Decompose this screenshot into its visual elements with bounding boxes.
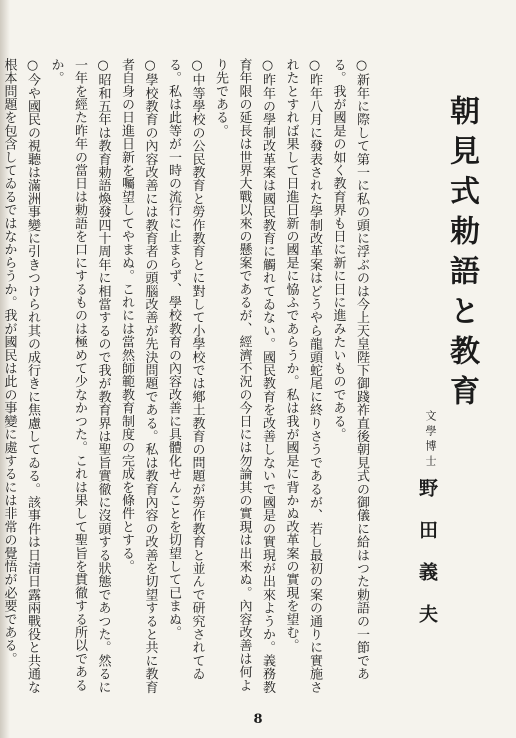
paragraph [162, 58, 209, 698]
paragraph-text: 今や國民の視聽は滿洲事變に引きつけられ其の成行きに焦慮してゐる。該事件は日清日露兩戰役と共通な根本問題を包含してゐるではなからうか。我が國民は此の事變に處するには非常の覺悟が必要である。 [1, 58, 40, 694]
paragraph-text: 中等學校の公民教育と勞作教育とに對して小學校では鄕土教育の問題が勞作教育と並んで研究されてゐる。私は此等が一時の流行に止まらず、學校教育の內容改善に具體化せんことを切望して已まぬ。 [166, 58, 205, 681]
paragraph-text: 昨年八月に發表された學制改革案はどうやら龍頭蛇尾に終りさうであるが、若し最初の案の通りに實施されたとすれば果して日進日新の國是に恊ふであらうか。私は我が國是に背かぬ改革案の實現を望む。 [283, 58, 322, 694]
bullet-mark: ○ [260, 58, 275, 74]
bullet-mark: ○ [142, 58, 158, 74]
paragraph-text: 學校教育の內容改善には教育者の頭腦改善が先決問題である。私は教育內容の改善を切望すると共に教育者自身の日進日新を囑望してやまぬ。これには當然師範教育制度の完成を條件とする。 [119, 58, 158, 694]
bullet-mark: ○ [189, 58, 205, 74]
paragraph [209, 58, 280, 698]
article-body [1, 58, 373, 698]
paragraph-text: 新年に際して第一に私の頭に浮ぶのは今上天皇陛下御踐祚直後朝見式の御儀に給はつた勅語の一節である。我が國是の如く教育界も日に新に日に進みたいものである。 [330, 58, 369, 681]
bullet-mark: ○ [354, 58, 369, 74]
paragraph [0, 58, 44, 698]
paragraph [279, 58, 326, 698]
bullet-mark: ○ [307, 58, 322, 74]
paragraph-text: 昨年の學制改革案は國民教育に觸れてゐない。國民教育を改善しないで國是の實現が出來ようか。義務教育年限の延長は世界大戰以來の懸案であるが、經濟不況の今日には勿論其の實現は出來ぬ。內容改善は何より先である。 [213, 58, 275, 694]
bullet-mark: ○ [95, 58, 111, 74]
author-degree: 文學博士 [424, 410, 437, 470]
page-number: 8 [253, 712, 263, 727]
paragraph [44, 58, 115, 698]
author-name: 野田義夫 [416, 478, 438, 646]
paragraph-text: 昭和五年は教育勅語煥發四十周年に相當するので我が教育界は聖旨實徹に沒頭する狀態であつた。然るに一年を經た昨年の當日は勅語を口にするものは極めて少なかつた。これは果して聖旨を貫徹する所以であるか。 [48, 58, 111, 694]
article-title: 朝見式勅語と教育 [444, 95, 479, 415]
paragraph [326, 58, 373, 698]
paragraph [115, 58, 162, 698]
bullet-mark: ○ [25, 58, 40, 74]
